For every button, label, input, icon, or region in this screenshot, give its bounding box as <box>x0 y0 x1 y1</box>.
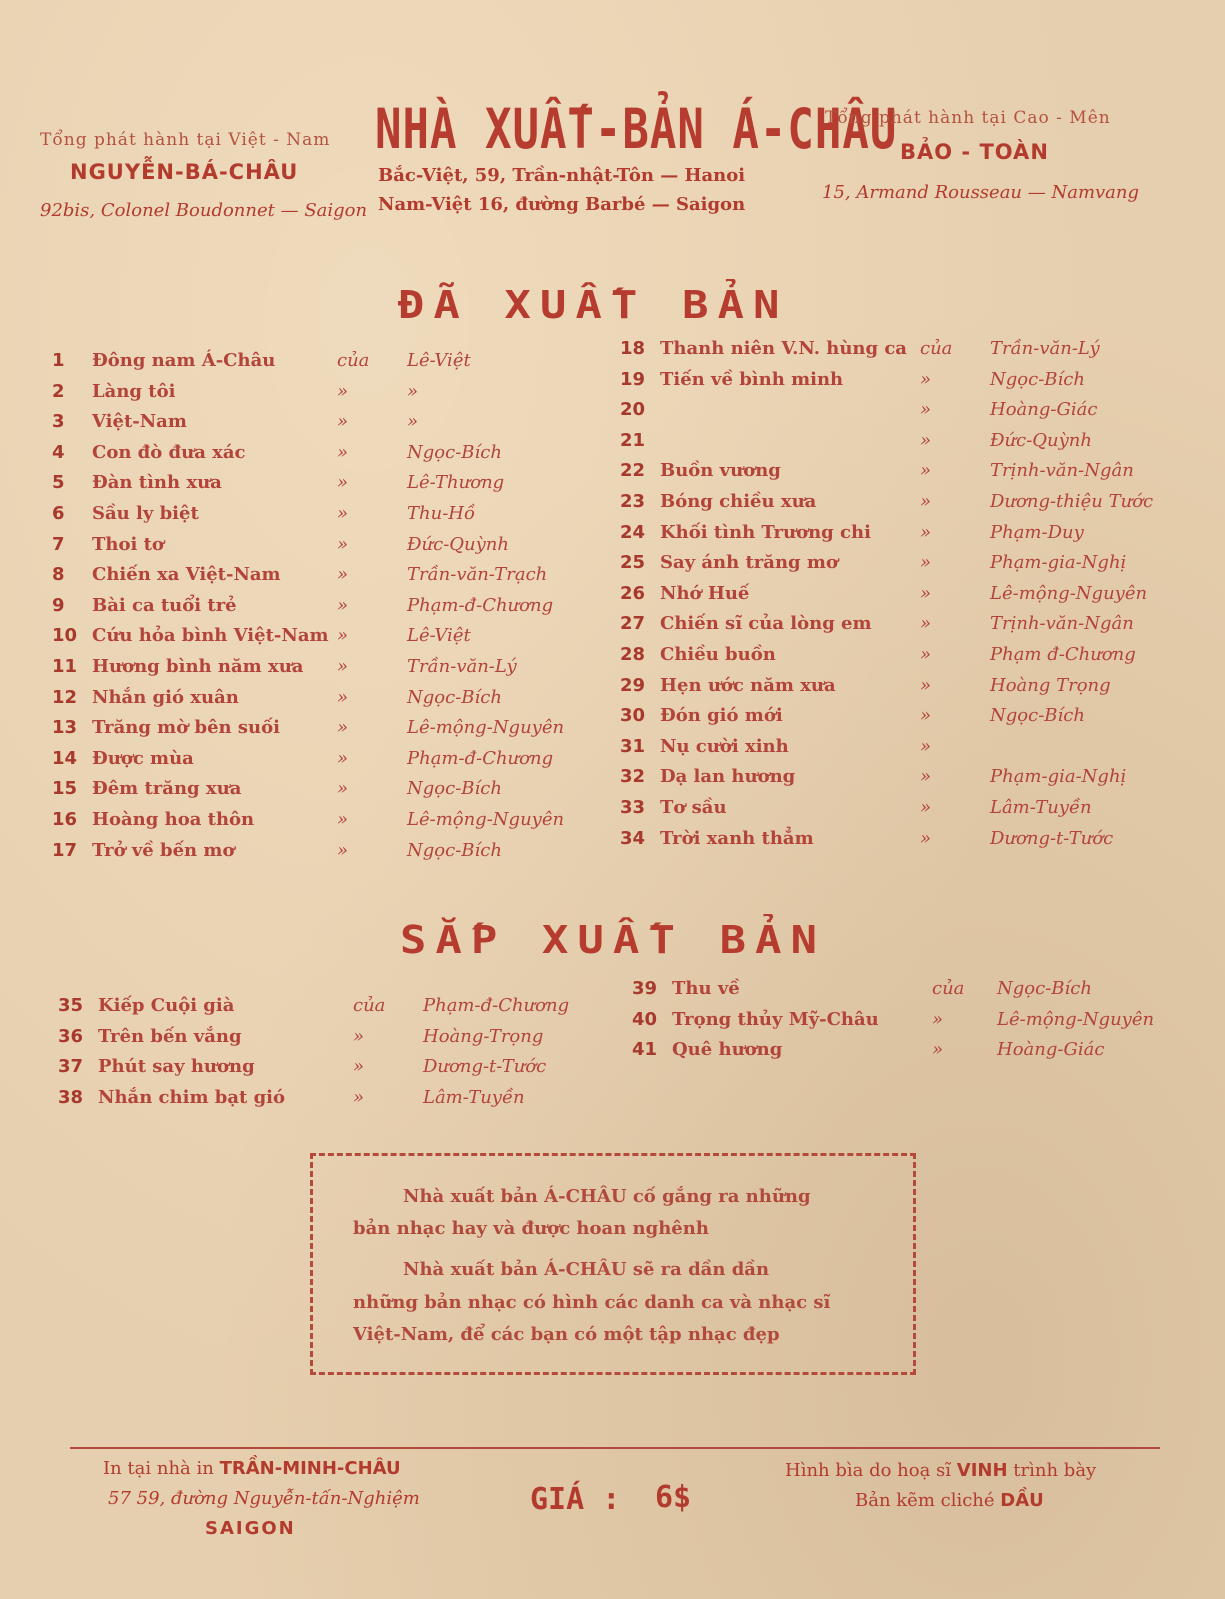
by-marker: » <box>920 735 932 757</box>
catalog-row <box>620 399 1190 429</box>
song-author: Lê-mộng-Nguyên <box>407 717 565 739</box>
cover-credit-prefix: Hình bìa do hoạ sĩ <box>785 1460 952 1481</box>
by-marker: » <box>337 809 349 830</box>
song-title: Tiến về bình minh <box>660 368 844 390</box>
by-marker: » <box>920 399 932 421</box>
by-marker: » <box>920 705 932 727</box>
left-distributor-label: Tổng phát hành tại Việt - Nam <box>40 130 331 150</box>
song-title: Nhắn chim bạt gió <box>98 1086 286 1108</box>
by-marker: của <box>353 995 386 1016</box>
song-title: Trên bến vắng <box>98 1025 242 1047</box>
by-marker: của <box>932 978 965 999</box>
song-number: 21 <box>620 429 646 451</box>
by-marker: » <box>353 1056 365 1077</box>
song-number: 30 <box>620 705 646 727</box>
by-marker: » <box>337 380 349 402</box>
song-author: » <box>407 411 419 433</box>
song-title: Đón gió mới <box>660 705 783 727</box>
by-marker: » <box>920 644 932 665</box>
right-distributor-label: Tổng phát hành tại Cao - Mên <box>825 108 1111 128</box>
published-section-title: ĐÃ XUẤT BẢN <box>398 283 789 327</box>
song-author: Thu-Hồ <box>407 503 475 524</box>
song-author: Trịnh-văn-Ngân <box>990 613 1134 635</box>
song-title: Trở về bến mơ <box>92 839 235 861</box>
catalog-row <box>58 995 623 1025</box>
catalog-row <box>620 675 1190 705</box>
by-marker: » <box>337 778 349 800</box>
price-label: GIÁ : <box>530 1482 621 1517</box>
song-title: Kiếp Cuội già <box>98 995 235 1016</box>
by-marker: của <box>337 350 370 371</box>
song-number: 31 <box>620 735 646 757</box>
song-title: Trăng mờ bên suối <box>92 717 280 739</box>
song-number: 22 <box>620 460 646 482</box>
song-author: Ngọc-Bích <box>407 839 502 861</box>
catalog-row <box>620 369 1190 399</box>
by-marker: » <box>337 594 349 616</box>
song-number: 14 <box>52 747 78 769</box>
song-title: Trọng thủy Mỹ-Châu <box>672 1008 879 1030</box>
by-marker: » <box>920 766 932 788</box>
song-number: 24 <box>620 521 646 543</box>
song-author: Ngọc-Bích <box>407 686 502 708</box>
song-title: Cứu hỏa bình Việt-Nam <box>92 625 329 647</box>
by-marker: » <box>337 717 349 739</box>
catalog-row <box>52 350 607 380</box>
song-author: Trần-văn-Trạch <box>407 564 548 586</box>
song-author: Hoàng-Trọng <box>423 1025 544 1047</box>
catalog-row <box>620 644 1190 674</box>
by-marker: » <box>353 1086 365 1108</box>
by-marker: » <box>337 533 349 555</box>
song-author: Trần-văn-Lý <box>990 338 1100 359</box>
catalog-row <box>632 1039 1197 1069</box>
by-marker: » <box>920 613 932 635</box>
song-title: Đông nam Á-Châu <box>92 350 276 371</box>
song-number: 13 <box>52 717 78 739</box>
notice-line-3: Nhà xuất bản Á-CHÂU sẽ ra dần dần <box>403 1259 770 1280</box>
song-title: Thoi tơ <box>92 533 164 555</box>
song-title: Hoàng hoa thôn <box>92 809 255 830</box>
catalog-row <box>52 381 607 411</box>
by-marker: » <box>920 827 932 849</box>
catalog-row <box>620 583 1190 613</box>
notice-line-4: những bản nhạc có hình các danh ca và nhạc sĩ <box>353 1292 831 1313</box>
song-number: 1 <box>52 350 65 371</box>
catalog-row <box>52 472 607 502</box>
song-author: Ngọc-Bích <box>997 978 1092 999</box>
song-number: 5 <box>52 472 65 494</box>
by-marker: » <box>337 411 349 433</box>
song-author: Hoàng-Giác <box>990 399 1098 421</box>
catalog-row <box>52 778 607 808</box>
song-author: Ngọc-Bích <box>990 368 1085 390</box>
notice-box <box>310 1153 916 1375</box>
song-number: 27 <box>620 613 646 635</box>
song-author: Lâm-Tuyền <box>990 797 1092 818</box>
by-marker: » <box>920 582 932 604</box>
song-author: Ngọc-Bích <box>407 778 502 800</box>
song-number: 37 <box>58 1056 84 1077</box>
catalog-row <box>620 613 1190 643</box>
catalog-row <box>58 1087 623 1117</box>
song-author: Hoàng-Giác <box>997 1039 1105 1060</box>
catalog-row <box>620 552 1190 582</box>
song-title: Làng tôi <box>92 380 176 402</box>
song-number: 6 <box>52 503 65 524</box>
song-author: Phạm-Duy <box>990 521 1084 543</box>
song-title: Buồn vương <box>660 460 781 482</box>
song-title: Hương bình năm xưa <box>92 656 304 677</box>
song-number: 4 <box>52 441 65 463</box>
by-marker: » <box>920 521 932 543</box>
catalog-row <box>620 460 1190 490</box>
song-title: Thu về <box>672 978 740 999</box>
song-author: Lê-Việt <box>407 625 471 647</box>
by-marker: » <box>337 656 349 677</box>
song-title: Hẹn ước năm xưa <box>660 674 836 696</box>
catalog-row <box>620 522 1190 552</box>
notice-line-5: Việt-Nam, để các bạn có một tập nhạc đẹp <box>353 1324 780 1345</box>
song-author: Phạm đ-Chương <box>990 644 1136 665</box>
song-title: Nhớ Huế <box>660 582 750 604</box>
printer-address: 57 59, đường Nguyễn-tấn-Nghiệm <box>108 1488 420 1509</box>
by-marker: » <box>920 368 932 390</box>
notice-line-1: Nhà xuất bản Á-CHÂU cố gắng ra những <box>403 1186 811 1207</box>
catalog-row <box>52 748 607 778</box>
song-title: Tơ sầu <box>660 797 727 818</box>
cover-credit-suffix: trình bày <box>1013 1460 1097 1481</box>
upcoming-section-title: SẮP XUẤT BẢN <box>400 918 827 962</box>
song-number: 36 <box>58 1025 84 1047</box>
song-title: Khối tình Trương chi <box>660 521 871 543</box>
by-marker: của <box>920 338 953 359</box>
song-number: 2 <box>52 380 65 402</box>
catalog-row <box>52 595 607 625</box>
song-author: » <box>407 380 419 402</box>
catalog-row <box>52 564 607 594</box>
catalog-row <box>52 442 607 472</box>
song-author: Trần-văn-Lý <box>407 656 517 677</box>
song-number: 16 <box>52 809 78 830</box>
song-title: Đàn tình xưa <box>92 472 222 494</box>
song-number: 29 <box>620 674 646 696</box>
song-author: Phạm-đ-Chương <box>407 594 554 616</box>
song-number: 12 <box>52 686 78 708</box>
song-title: Thanh niên V.N. hùng ca <box>660 338 907 359</box>
catalog-row <box>620 338 1190 368</box>
by-marker: » <box>337 686 349 708</box>
catalog-row <box>52 411 607 441</box>
catalog-row <box>58 1056 623 1086</box>
by-marker: » <box>337 472 349 494</box>
by-marker: » <box>337 564 349 586</box>
song-title: Dạ lan hương <box>660 766 796 788</box>
notice-line-2: bản nhạc hay và được hoan nghênh <box>353 1218 709 1239</box>
song-title: Sầu ly biệt <box>92 503 199 524</box>
publisher-title: NHÀ XUẤT-BẢN Á-CHÂU <box>375 98 898 162</box>
song-number: 19 <box>620 368 646 390</box>
catalog-row <box>52 503 607 533</box>
song-author: Phạm-đ-Chương <box>423 995 570 1016</box>
catalog-row <box>58 1026 623 1056</box>
right-distributor-name: BẢO - TOÀN <box>900 140 1049 164</box>
by-marker: » <box>920 552 932 574</box>
cover-credit-line <box>785 1460 1096 1481</box>
song-number: 18 <box>620 338 646 359</box>
song-number: 20 <box>620 399 646 421</box>
song-number: 32 <box>620 766 646 788</box>
song-author: Dương-thiệu Tước <box>990 491 1154 512</box>
song-number: 10 <box>52 625 78 647</box>
song-number: 26 <box>620 582 646 604</box>
song-title: Trời xanh thẳm <box>660 827 814 849</box>
price-value: 6$ <box>655 1480 692 1515</box>
by-marker: » <box>920 674 932 696</box>
printer-line <box>103 1458 401 1479</box>
publisher-address-north: Bắc-Việt, 59, Trần-nhật-Tôn — Hanoi <box>378 165 746 186</box>
printer-city: SAIGON <box>205 1518 296 1539</box>
song-number: 34 <box>620 827 646 849</box>
by-marker: » <box>337 839 349 861</box>
song-number: 38 <box>58 1086 84 1108</box>
catalog-row <box>52 809 607 839</box>
song-author: Ngọc-Bích <box>990 705 1085 727</box>
song-title: Việt-Nam <box>92 411 187 433</box>
catalog-row <box>620 705 1190 735</box>
song-title: Được mùa <box>92 747 194 769</box>
song-title: Nhắn gió xuân <box>92 686 239 708</box>
catalog-row <box>632 1009 1197 1039</box>
by-marker: » <box>920 491 932 512</box>
song-author: Trịnh-văn-Ngân <box>990 460 1134 482</box>
song-title: Bài ca tuổi trẻ <box>92 594 237 616</box>
song-number: 39 <box>632 978 658 999</box>
song-number: 40 <box>632 1008 658 1030</box>
catalog-row <box>620 491 1190 521</box>
by-marker: » <box>920 429 932 451</box>
song-title: Nụ cười xinh <box>660 735 789 757</box>
catalog-row <box>632 978 1197 1008</box>
by-marker: » <box>932 1008 944 1030</box>
song-title: Quê hương <box>672 1039 783 1060</box>
song-number: 33 <box>620 797 646 818</box>
song-number: 9 <box>52 594 65 616</box>
song-title: Đêm trăng xưa <box>92 778 242 800</box>
song-title: Say ánh trăng mơ <box>660 552 838 574</box>
song-number: 41 <box>632 1039 658 1060</box>
catalog-row <box>620 797 1190 827</box>
song-author: Lê-mộng-Nguyên <box>990 582 1148 604</box>
printer-city-wrap <box>205 1518 296 1539</box>
left-distributor-name: NGUYỄN-BÁ-CHÂU <box>70 160 299 184</box>
song-author: Đức-Quỳnh <box>990 429 1092 451</box>
song-title: Chiến xa Việt-Nam <box>92 564 281 586</box>
catalog-row <box>52 840 607 870</box>
song-author: Dương-t-Tước <box>990 827 1114 849</box>
catalog-row <box>52 656 607 686</box>
song-number: 17 <box>52 839 78 861</box>
cliche-name: DẦU <box>1000 1490 1044 1511</box>
catalog-row <box>52 687 607 717</box>
song-author: Lâm-Tuyền <box>423 1086 525 1108</box>
by-marker: » <box>337 625 349 647</box>
catalog-row <box>52 625 607 655</box>
by-marker: » <box>932 1039 944 1060</box>
catalog-row <box>620 736 1190 766</box>
song-author: Ngọc-Bích <box>407 441 502 463</box>
left-distributor-address: 92bis, Colonel Boudonnet — Saigon <box>40 200 368 221</box>
by-marker: » <box>337 747 349 769</box>
song-number: 35 <box>58 995 84 1016</box>
footer-divider <box>70 1447 1160 1449</box>
by-marker: » <box>920 797 932 818</box>
catalog-row <box>52 534 607 564</box>
song-author: Hoàng Trọng <box>990 674 1111 696</box>
song-author: Lê-Thương <box>407 472 505 494</box>
by-marker: » <box>920 460 932 482</box>
catalog-row <box>620 828 1190 858</box>
cliche-line <box>855 1490 1044 1511</box>
catalog-row <box>620 766 1190 796</box>
song-author: Đức-Quỳnh <box>407 533 509 555</box>
song-number: 11 <box>52 656 78 677</box>
right-distributor-address: 15, Armand Rousseau — Namvang <box>822 182 1140 203</box>
song-author: Lê-Việt <box>407 350 471 371</box>
song-author: Dương-t-Tước <box>423 1056 547 1077</box>
printer-label: In tại nhà in <box>103 1458 214 1479</box>
song-author: Phạm-đ-Chương <box>407 747 554 769</box>
song-number: 25 <box>620 552 646 574</box>
by-marker: » <box>337 503 349 524</box>
cliche-prefix: Bản kẽm cliché <box>855 1490 995 1511</box>
publisher-address-south: Nam-Việt 16, đường Barbé — Saigon <box>378 194 746 215</box>
song-author: Lê-mộng-Nguyên <box>997 1008 1155 1030</box>
by-marker: » <box>353 1025 365 1047</box>
song-title: Con đò đưa xác <box>92 441 246 463</box>
printer-name: TRẦN-MINH-CHÂU <box>219 1458 401 1479</box>
song-title: Bóng chiều xưa <box>660 491 817 512</box>
by-marker: » <box>337 441 349 463</box>
catalog-row <box>52 717 607 747</box>
song-number: 3 <box>52 411 65 433</box>
song-author: Phạm-gia-Nghị <box>990 552 1127 574</box>
song-number: 15 <box>52 778 78 800</box>
catalog-row <box>620 430 1190 460</box>
song-title: Phút say hương <box>98 1056 255 1077</box>
song-author: Phạm-gia-Nghị <box>990 766 1127 788</box>
song-author: Lê-mộng-Nguyên <box>407 809 565 830</box>
song-number: 28 <box>620 644 646 665</box>
song-title: Chiến sĩ của lòng em <box>660 613 872 635</box>
cover-artist: VINH <box>956 1460 1008 1481</box>
song-number: 7 <box>52 533 65 555</box>
song-number: 23 <box>620 491 646 512</box>
song-title: Chiều buồn <box>660 644 776 665</box>
song-number: 8 <box>52 564 65 586</box>
